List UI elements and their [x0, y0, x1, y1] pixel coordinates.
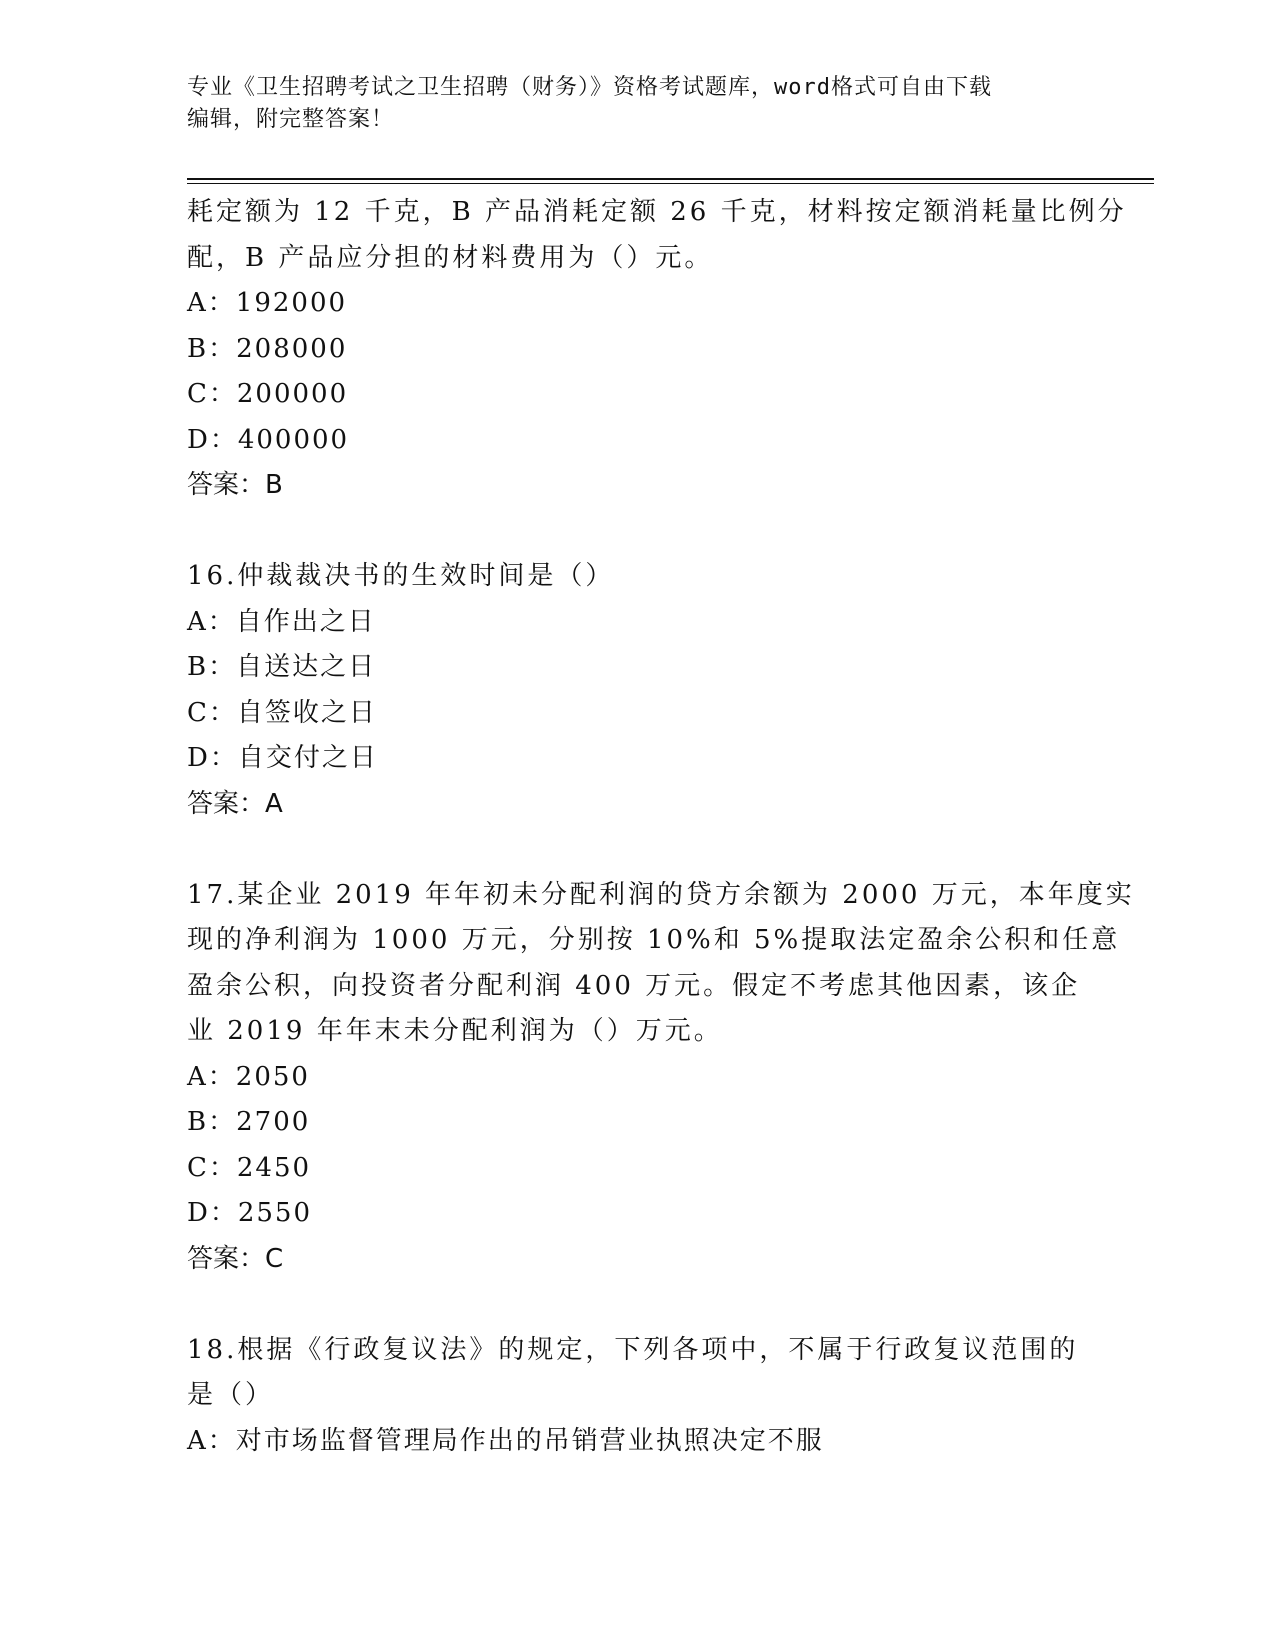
option-b: B：自送达之日 [187, 652, 377, 682]
option-b: B：2700 [187, 1107, 311, 1137]
question-text-line: 17.某企业 2019 年年初未分配利润的贷方余额为 2000 万元，本年度实 [187, 879, 1135, 910]
question-text-line: 业 2019 年年末未分配利润为（）万元。 [187, 1016, 723, 1046]
question-text-line: 现的净利润为 1000 万元，分别按 10%和 5%提取法定盈余公积和任意 [187, 925, 1121, 955]
question-15 [187, 190, 1127, 509]
spacer [187, 1282, 1087, 1328]
spacer [187, 827, 1087, 873]
option-c: C：2450 [187, 1152, 312, 1183]
question-16 [187, 554, 1087, 827]
question-18 [187, 1328, 1087, 1465]
question-text-line: 耗定额为 12 千克，B 产品消耗定额 26 千克，材料按定额消耗量比例分 [187, 197, 1127, 227]
option-d: D：2550 [187, 1198, 313, 1228]
header-rule-thick [187, 178, 1154, 180]
question-17 [187, 873, 1135, 1283]
option-c: C：自签收之日 [187, 697, 377, 728]
answer-line: 答案：A [187, 788, 283, 819]
option-a: A：192000 [187, 288, 348, 318]
question-text-line: 18.根据《行政复议法》的规定，下列各项中，不属于行政复议范围的 [187, 1334, 1079, 1365]
header-line-1: 专业《卫生招聘考试之卫生招聘（财务）》资格考试题库，word格式可自由下载 [187, 75, 992, 100]
question-text-line: 盈余公积，向投资者分配利润 400 万元。假定不考虑其他因素，该企 [187, 970, 1081, 1001]
answer-line: 答案：C [187, 1243, 284, 1274]
option-d: D：自交付之日 [187, 743, 378, 773]
spacer [187, 509, 1087, 555]
option-c: C：200000 [187, 379, 349, 409]
option-d: D：400000 [187, 424, 350, 455]
question-text-line: 是（） [187, 1380, 275, 1410]
header-line-2: 编辑，附完整答案！ [187, 107, 395, 132]
question-text-line: 16.仲裁裁决书的生效时间是（） [187, 561, 615, 591]
document-header [187, 72, 1087, 136]
question-text-line: 配，B 产品应分担的材料费用为（）元。 [187, 242, 714, 273]
option-b: B：208000 [187, 333, 348, 364]
option-a: A：自作出之日 [187, 606, 376, 637]
header-rule-thin [187, 183, 1154, 184]
document-body [187, 190, 1135, 1464]
answer-line: 答案：B [187, 470, 283, 500]
option-a: A：2050 [187, 1061, 310, 1092]
option-a: A：对市场监督管理局作出的吊销营业执照决定不服 [187, 1425, 824, 1456]
